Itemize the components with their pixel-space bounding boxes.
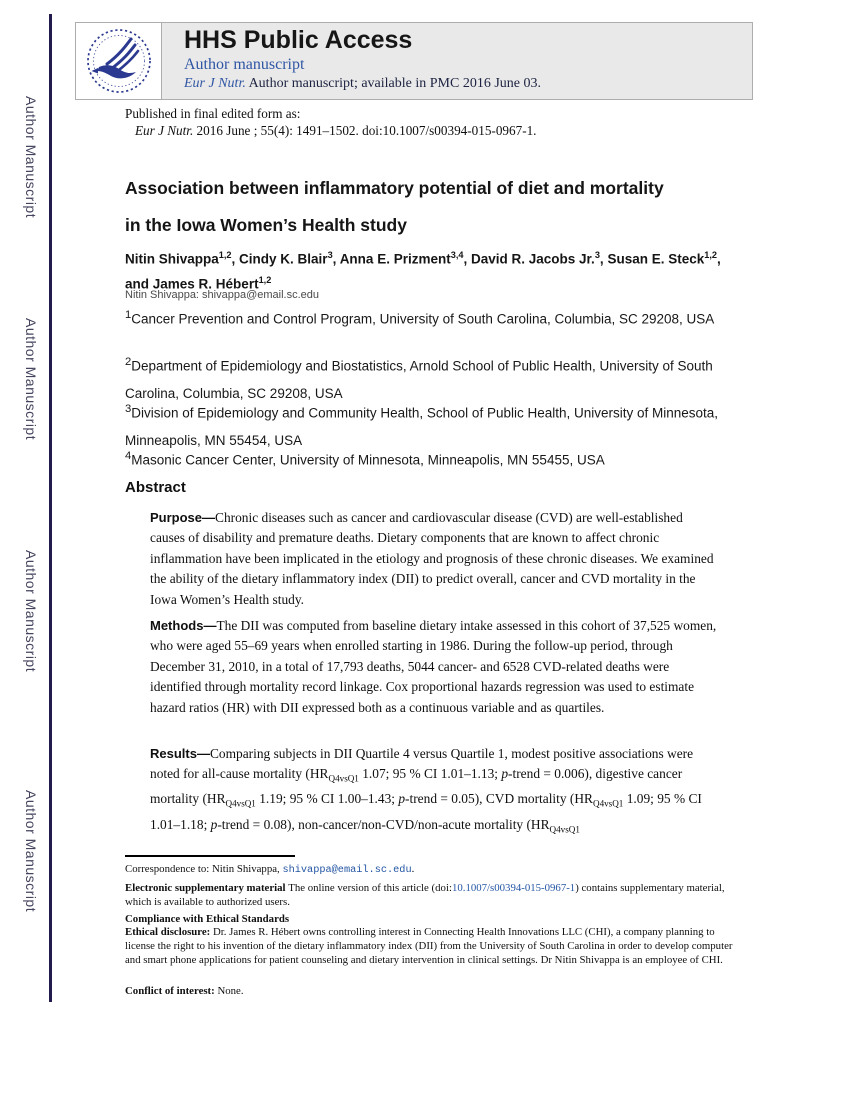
affiliation-number: 1: [125, 309, 132, 321]
inline-link[interactable]: shivappa@email.sc.edu: [282, 864, 412, 876]
text-segment: Q4vsQ1: [549, 824, 580, 835]
journal-citation: [135, 122, 536, 139]
text-segment: 1.07; 95 % CI 1.01–1.13;: [358, 766, 502, 782]
text-segment: Comparing subjects in DII Quartile 4 versus Quartile 1, modest positive associations were noted for all-cause mortality (HR: [150, 746, 694, 782]
text-segment: James R. Hébert: [152, 276, 259, 291]
text-segment: 3,4: [450, 250, 464, 260]
author-manuscript-watermark: Author Manuscript: [23, 96, 39, 219]
text-segment: , and: [125, 251, 721, 291]
text-segment: 1.09; 95 % CI 1.01–1.18;: [150, 791, 702, 832]
text-segment: ,: [463, 251, 471, 267]
citation-details: 2016 June ; 55(4): 1491–1502. doi:10.1007/s00394-015-0967-1.: [193, 123, 537, 138]
text-segment: Q4vsQ1: [225, 799, 256, 810]
affiliation-4: [125, 443, 733, 474]
abstract-results-paragraph: [150, 744, 720, 840]
text-segment: Q4vsQ1: [592, 799, 624, 810]
text-segment: -trend = 0.05), CVD mortality (HR: [405, 791, 593, 807]
abstract-purpose-paragraph: [150, 508, 720, 610]
abstract-heading: Abstract: [125, 479, 186, 496]
text-segment: Susan E. Steck: [607, 251, 705, 267]
journal-name-link[interactable]: Eur J Nutr.: [184, 76, 246, 91]
text-segment: Purpose—: [150, 510, 216, 525]
text-segment: -trend = 0.08), non-cancer/non-CVD/non-acute mortality (HR: [217, 816, 550, 832]
affiliation-number: 3: [125, 403, 132, 415]
compliance-heading: Compliance with Ethical Standards: [125, 913, 290, 925]
text-segment: Correspondence to: Nitin Shivappa,: [125, 863, 283, 875]
abstract-methods-paragraph: [150, 616, 720, 718]
hhs-public-access-title: HHS Public Access: [184, 26, 413, 54]
author-list: [125, 245, 730, 294]
text-segment: Conflict of interest:: [125, 985, 218, 997]
text-segment: Q4vsQ1: [328, 774, 359, 785]
text-segment: The DII was computed from baseline dietary intake assessed in this cohort of 37,525 women, who were aged 55–69 years when enrolled starting in 1986. During the follow-up period, through December 31, 2010, in a total of 17,793 deaths, 5044 cancer- and 6528 CVD-related deaths were identified through mortality record linkage. Cox proportional hazards regression was used to estimate hazard ratios (HR) with DII expressed both as a continuous variable and as quartiles.: [150, 618, 717, 715]
hhs-logo: [76, 23, 162, 99]
supplementary-material-footnote: [125, 882, 737, 910]
text-segment: p: [501, 766, 509, 782]
published-as-label: Published in final edited form as:: [125, 106, 301, 121]
affiliation-text: Masonic Cancer Center, University of Minnesota, Minneapolis, MN 55455, USA: [131, 452, 605, 468]
text-segment: 3: [594, 250, 600, 260]
author-manuscript-subtitle: Author manuscript: [184, 56, 305, 73]
text-segment: -trend = 0.006), digestive cancer mortality (HR: [150, 766, 683, 807]
affiliation-1: [125, 302, 733, 333]
text-segment: Dr. James R. Hébert owns controlling interest in Connecting Health Innovations LLC (CHI), a company planning to license the right to his invention of the dietary inflammatory index (DII) from the University of South Carolina in order to develop computer and smart phone applications for patient counseling and dietary intervention in clinical settings. Dr Nitin Shivappa is an employee of CHI.: [125, 926, 733, 966]
corresponding-author-email[interactable]: Nitin Shivappa: shivappa@email.sc.edu: [125, 289, 319, 301]
published-citation-block: [125, 105, 536, 139]
sidebar-rule: [49, 14, 52, 1002]
pmc-availability-line: [184, 75, 541, 93]
text-segment: Electronic supplementary material: [125, 882, 289, 894]
author-manuscript-watermark: Author Manuscript: [23, 318, 39, 441]
text-segment: ,: [231, 251, 240, 267]
author-manuscript-watermark: Author Manuscript: [23, 790, 39, 913]
text-segment: The online version of this article (doi:: [288, 882, 452, 894]
pmc-availability-text: Author manuscript; available in PMC 2016 June 03.: [245, 76, 541, 91]
affiliation-text: Division of Epidemiology and Community Health, School of Public Health, University of Minnesota, Minneapolis, MN 55454, USA: [125, 405, 719, 448]
text-segment: Results—: [150, 746, 210, 761]
text-segment: Ethical disclosure:: [125, 926, 213, 938]
text-segment: 1,2: [704, 250, 717, 260]
ethical-disclosure-footnote: [125, 926, 737, 967]
text-segment: Cindy K. Blair: [239, 251, 328, 267]
conflict-of-interest-footnote: [125, 985, 737, 999]
text-segment: 1,2: [218, 250, 232, 260]
text-segment: ,: [332, 251, 340, 267]
article-title-line1: Association between inflammatory potential of diet and mortality: [125, 178, 664, 198]
article-title-line2: in the Iowa Women’s Health study: [125, 215, 407, 235]
text-segment: 1.19; 95 % CI 1.00–1.43;: [255, 791, 399, 807]
text-segment: Nitin Shivappa: [125, 251, 219, 267]
affiliation-text: Cancer Prevention and Control Program, University of South Carolina, Columbia, SC 29208, USA: [131, 311, 715, 327]
affiliation-number: 2: [125, 356, 132, 368]
text-segment: David R. Jacobs Jr.: [471, 251, 595, 267]
article-title: [125, 170, 750, 244]
text-segment: 3: [327, 250, 333, 260]
inline-link[interactable]: 10.1007/s00394-015-0967-1: [451, 882, 576, 894]
author-manuscript-watermark: Author Manuscript: [23, 550, 39, 673]
hhs-seal-eagle-icon: [85, 27, 153, 95]
text-segment: p: [398, 791, 406, 807]
text-segment: 1,2: [258, 274, 272, 285]
text-segment: Methods—: [150, 618, 217, 633]
journal-name: Eur J Nutr.: [135, 123, 194, 138]
text-segment: ) contains supplementary material, which is available to authorized users.: [125, 882, 725, 908]
affiliation-number: 4: [125, 450, 132, 462]
affiliation-text: Department of Epidemiology and Biostatistics, Arnold School of Public Health, University of South Carolina, Columbia, SC 29208, USA: [125, 358, 713, 401]
footnote-divider: [125, 855, 295, 857]
correspondence-footnote: [125, 863, 737, 878]
text-segment: .: [411, 863, 415, 875]
hhs-header-banner: [75, 22, 753, 100]
text-segment: None.: [217, 985, 244, 997]
text-segment: Chronic diseases such as cancer and cardiovascular disease (CVD) are well-established causes of disability and premature deaths. Dietary components that are known to affect chronic inflammation have been implicated in the etiology and prognosis of these chronic diseases. We examined the ability of the dietary inflammatory index (DII) to predict overall, cancer and CVD mortality in the Iowa Women’s Health study.: [150, 510, 714, 607]
text-segment: p: [210, 816, 218, 832]
text-segment: Anna E. Prizment: [339, 251, 451, 267]
text-segment: ,: [599, 251, 608, 267]
